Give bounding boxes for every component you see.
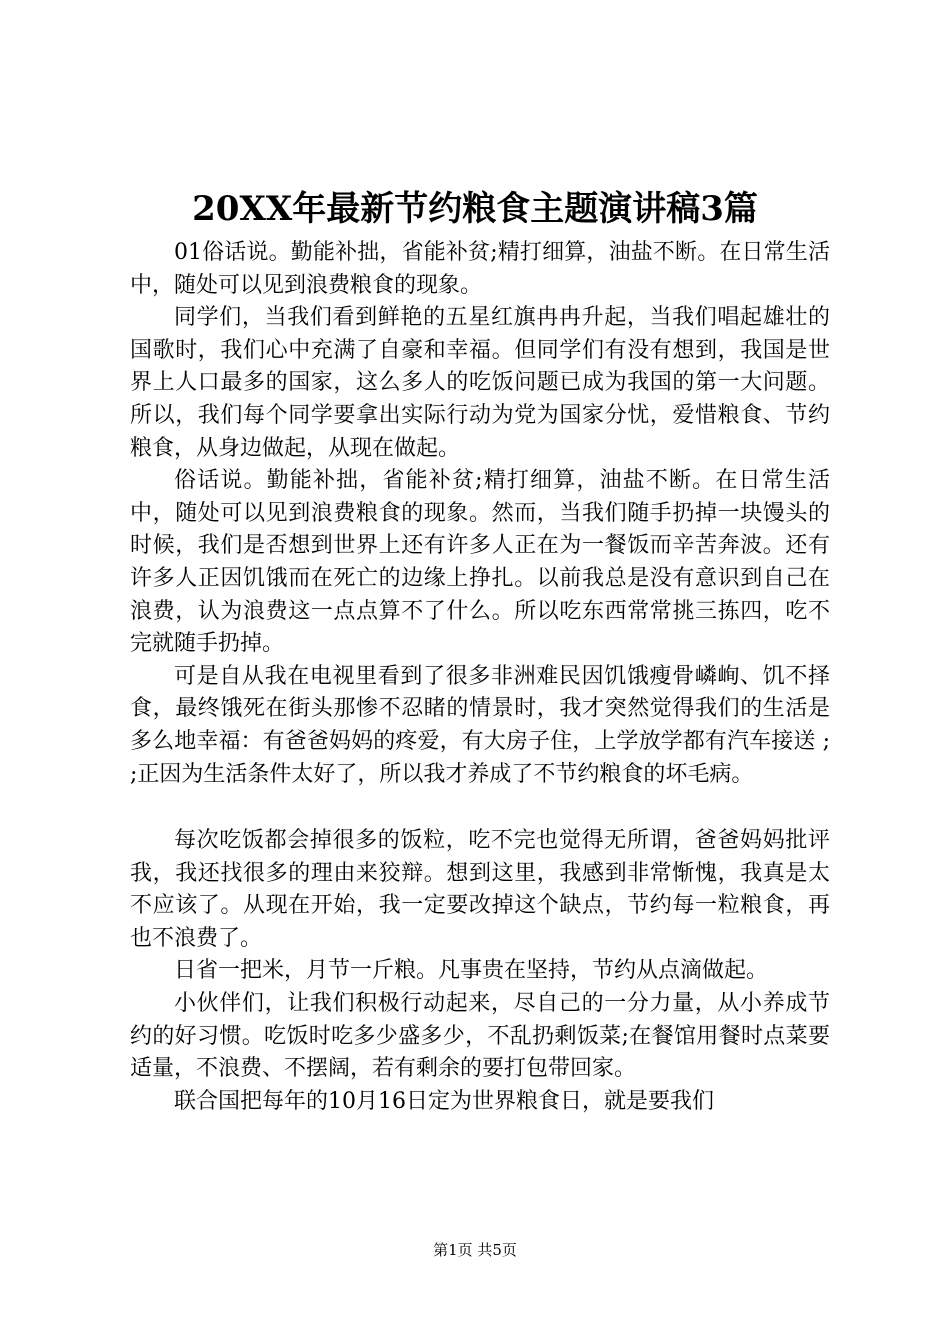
paragraph-3: 俗话说。勤能补拙，省能补贫;精打细算，油盐不断。在日常生活中，随处可以见到浪费粮食的现象。然而，当我们随手扔掉一块馒头的时候，我们是否想到世界上还有许多人正在为一餐饭而辛苦奔波。还有许多人正因饥饿而在死亡的边缘上挣扎。以前我总是没有意识到自己在浪费，认为浪费这一点点算不了什么。所以吃东西常常挑三拣四，吃不完就随手扔掉。 xyxy=(130,468,830,657)
document-body xyxy=(130,237,830,1118)
paragraph-6: 日省一把米，月节一斤粮。凡事贵在坚持，节约从点滴做起。 xyxy=(174,958,769,984)
page-footer: 第1页 共5页 xyxy=(433,1241,517,1259)
paragraph-4: 可是自从我在电视里看到了很多非洲难民因饥饿瘦骨嶙峋、饥不择食，最终饿死在街头那惨不忍睹的情景时，我才突然觉得我们的生活是多么地幸福：有爸爸妈妈的疼爱，有大房子住，上学放学都有汽车接送 ; ;正因为生活条件太好了，所以我才养成了不节约粮食的坏毛病。 xyxy=(130,663,830,787)
paragraph-1: 01俗话说。勤能补拙，省能补贫;精打细算，油盐不断。在日常生活中，随处可以见到浪费粮食的现象。 xyxy=(130,240,830,298)
paragraph-2: 同学们，当我们看到鲜艳的五星红旗冉冉升起，当我们唱起雄壮的国歌时，我们心中充满了自豪和幸福。但同学们有没有想到，我国是世界上人口最多的国家，这么多人的吃饭问题已成为我国的第一大问题。所以，我们每个同学要拿出实际行动为党为国家分忧，爱惜粮食、节约粮食，从身边做起，从现在做起。 xyxy=(130,305,830,461)
paragraph-5: 每次吃饭都会掉很多的饭粒，吃不完也觉得无所谓，爸爸妈妈批评我，我还找很多的理由来狡辩。想到这里，我感到非常惭愧，我真是太不应该了。从现在开始，我一定要改掉这个缺点，节约每一粒粮食，再也不浪费了。 xyxy=(130,828,830,951)
paragraph-7: 小伙伴们，让我们积极行动起来，尽自己的一分力量，从小养成节约的好习惯。吃饭时吃多少盛多少，不乱扔剩饭菜;在餐馆用餐时点菜要适量，不浪费、不摆阔，若有剩余的要打包带回家。 xyxy=(130,991,830,1082)
paragraph-8: 联合国把每年的10月16日定为世界粮食日，就是要我们 xyxy=(174,1088,714,1114)
document-title: 20XX年最新节约粮食主题演讲稿3篇 xyxy=(192,189,758,229)
